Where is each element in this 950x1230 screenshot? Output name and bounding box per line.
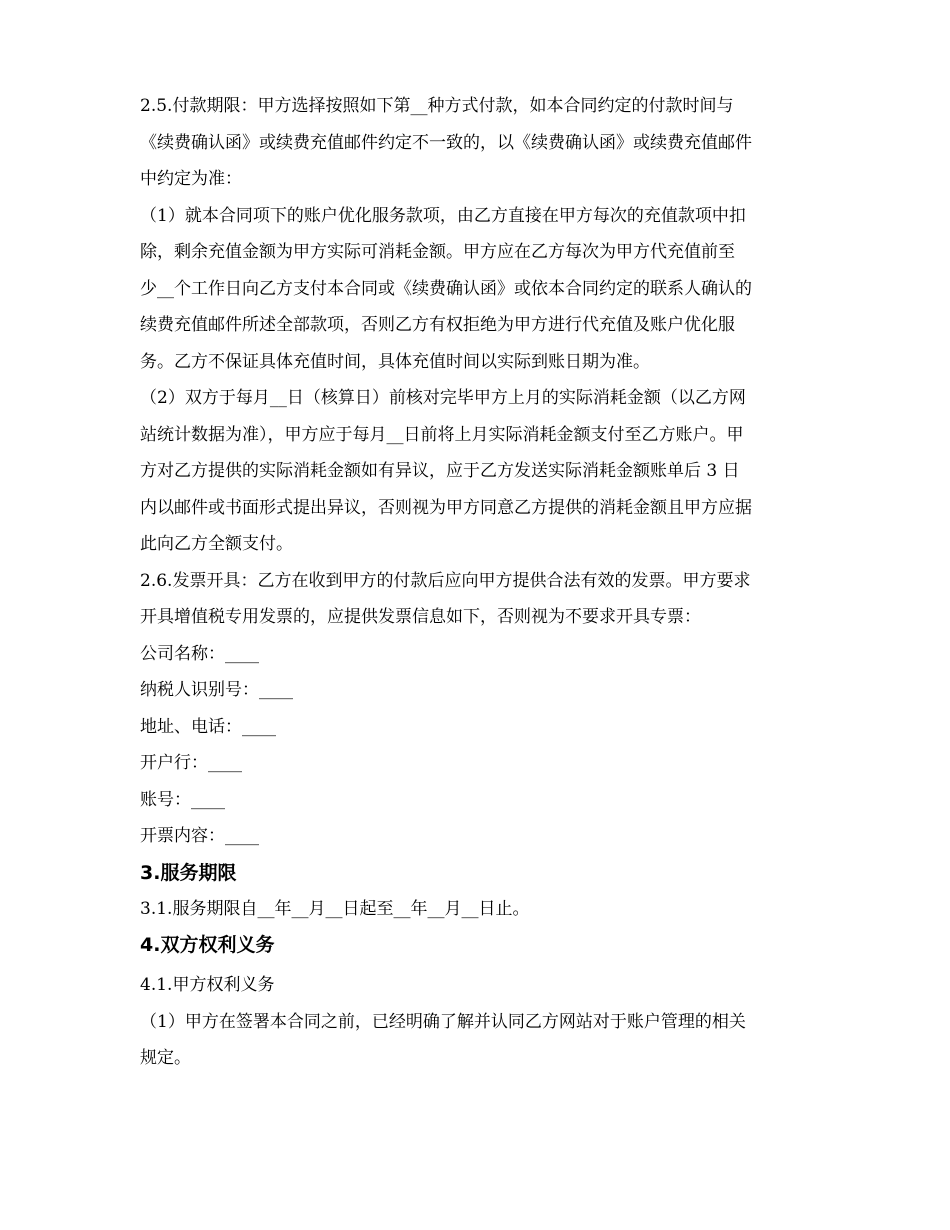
text-line: 3.1.服务期限自__年__月__日起至__年__月__日止。	[140, 898, 530, 919]
text-line: 中约定为准：	[140, 169, 242, 189]
text-line: （1）就本合同项下的账户优化服务款项，由乙方直接在甲方每次的充值款项中扣	[140, 205, 746, 226]
invoice-account: 账号：____	[140, 789, 225, 810]
text-line: （1）甲方在签署本合同之前，已经明确了解并认同乙方网站对于账户管理的相关	[140, 1011, 746, 1032]
text-line: 务。乙方不保证具体充值时间，具体充值时间以实际到账日期为准。	[140, 351, 650, 372]
invoice-company-name: 公司名称：____	[140, 643, 259, 664]
text-line: 此向乙方全额支付。	[140, 534, 293, 554]
text-line: 方对乙方提供的实际消耗金额如有异议，应于乙方发送实际消耗金额账单后 3 日	[140, 461, 740, 481]
text-line: 2.6.发票开具：乙方在收到甲方的付款后应向甲方提供合法有效的发票。甲方要求	[140, 570, 751, 591]
text-line: 规定。	[140, 1048, 191, 1068]
text-line: 续费充值邮件所述全部款项，否则乙方有权拒绝为甲方进行代充值及账户优化服	[140, 315, 735, 335]
text-line: 4.1.甲方权利义务	[140, 975, 275, 995]
invoice-content: 开票内容：____	[140, 826, 259, 846]
invoice-address-phone: 地址、电话：____	[140, 716, 276, 737]
document-page	[140, 88, 820, 1077]
text-line: 2.5.付款期限：甲方选择按照如下第__种方式付款，如本合同约定的付款时间与	[140, 96, 734, 116]
section-heading-4: 4.双方权利义务	[140, 934, 275, 956]
text-line: （2）双方于每月__日（核算日）前核对完毕甲方上月的实际消耗金额（以乙方网	[140, 388, 746, 408]
section-heading-3: 3.服务期限	[140, 861, 237, 884]
text-line: 除，剩余充值金额为甲方实际可消耗金额。甲方应在乙方每次为甲方代充值前至	[140, 242, 735, 262]
text-line: 内以邮件或书面形式提出异议，否则视为甲方同意乙方提供的消耗金额且甲方应据	[140, 497, 752, 518]
text-line: 《续费确认函》或续费充值邮件约定不一致的，以《续费确认函》或续费充值邮件	[140, 132, 752, 153]
invoice-tax-id: 纳税人识别号：____	[140, 680, 293, 700]
text-line: 站统计数据为准），甲方应于每月__日前将上月实际消耗金额支付至乙方账户。甲	[140, 424, 744, 445]
text-line: 开具增值税专用发票的，应提供发票信息如下，否则视为不要求开具专票：	[140, 607, 701, 627]
text-line: 少__个工作日向乙方支付本合同或《续费确认函》或依本合同约定的联系人确认的	[140, 278, 752, 299]
invoice-bank: 开户行：____	[140, 753, 242, 773]
